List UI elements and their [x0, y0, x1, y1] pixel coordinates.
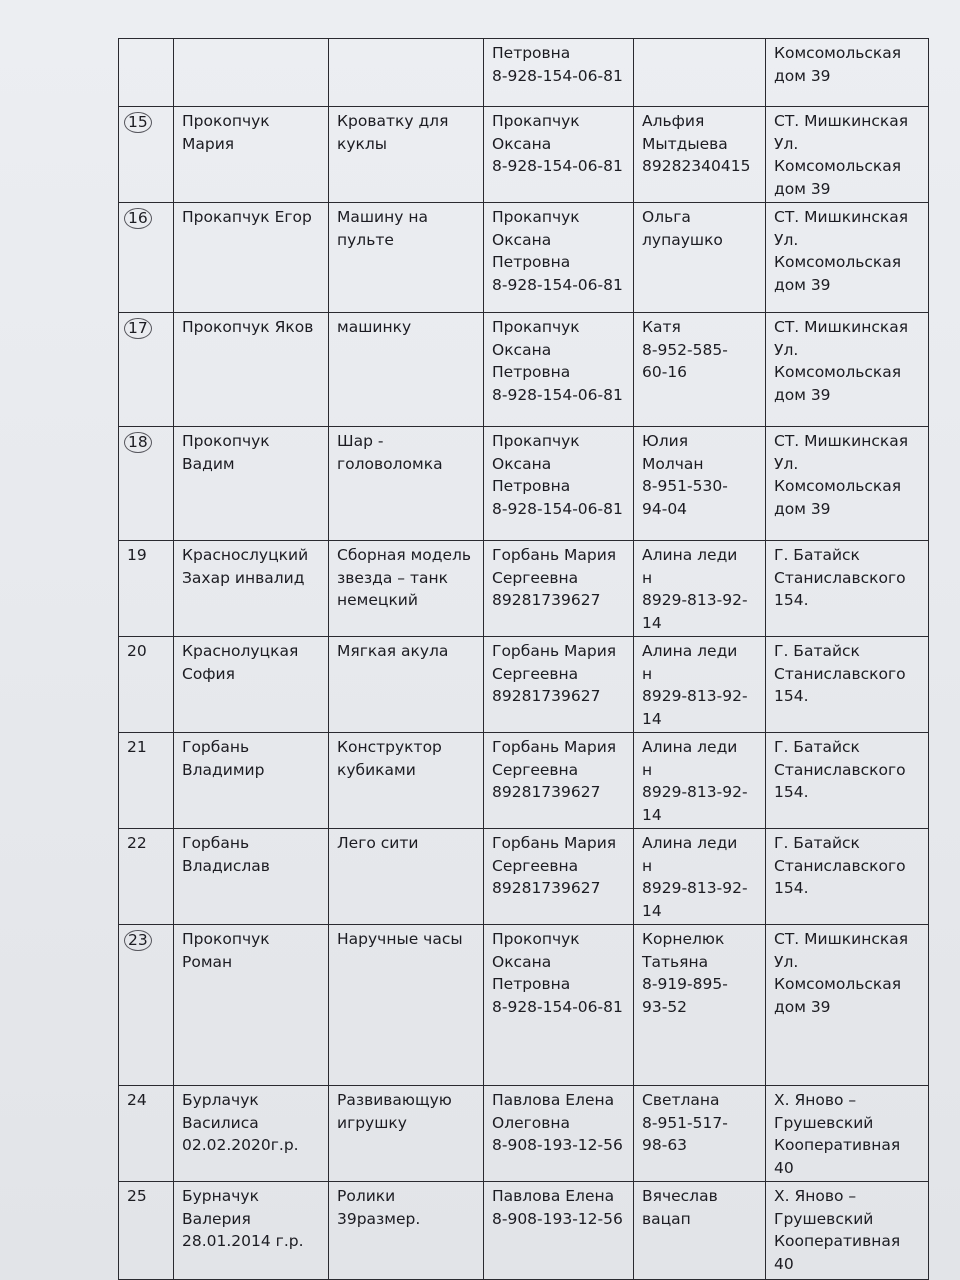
address-cell: Г. Батайск Станиславского 154.: [766, 829, 929, 925]
child-name-cell: Краснолуцкая София: [174, 637, 329, 733]
address-cell: Х. Яново – Грушевский Кооперативная 40: [766, 1182, 929, 1280]
table-row: [119, 733, 929, 829]
circled-number: 15: [124, 112, 152, 133]
address-cell: Х. Яново – Грушевский Кооперативная 40: [766, 1086, 929, 1182]
parent-contact-cell: Прокопчук Оксана Петровна 8-928-154-06-81: [484, 925, 634, 1086]
circled-number: 18: [124, 432, 152, 453]
child-name-cell: Прокапчук Егор: [174, 203, 329, 313]
gift-cell: Наручные часы: [329, 925, 484, 1086]
table-row: [119, 203, 929, 313]
parent-contact-cell: Горбань Мария Сергеевна 89281739627: [484, 541, 634, 637]
giver-cell: Алина леди н 8929-813-92- 14: [634, 829, 766, 925]
child-name-cell: Прокопчук Мария: [174, 107, 329, 203]
table-row: [119, 107, 929, 203]
parent-contact-cell: Прокапчук Оксана Петровна 8-928-154-06-81: [484, 313, 634, 427]
row-number: [119, 313, 174, 427]
address-cell: СТ. Мишкинская Ул. Комсомольская дом 39: [766, 925, 929, 1086]
giver-cell: Альфия Мытдыева 89282340415: [634, 107, 766, 203]
row-number: 22: [119, 829, 174, 925]
gift-cell: Мягкая акула: [329, 637, 484, 733]
circled-number: 23: [124, 930, 152, 951]
address-cell: СТ. Мишкинская Ул. Комсомольская дом 39: [766, 203, 929, 313]
parent-contact-cell: Прокапчук Оксана Петровна 8-928-154-06-81: [484, 203, 634, 313]
table-row: [119, 1182, 929, 1280]
gift-cell: Развивающую игрушку: [329, 1086, 484, 1182]
giver-cell: Юлия Молчан 8-951-530- 94-04: [634, 427, 766, 541]
giver-cell: Светлана 8-951-517- 98-63: [634, 1086, 766, 1182]
table-row: [119, 829, 929, 925]
parent-contact-cell: Павлова Елена Олеговна 8-908-193-12-56: [484, 1086, 634, 1182]
address-cell: СТ. Мишкинская Ул. Комсомольская дом 39: [766, 107, 929, 203]
giver-cell: Катя 8-952-585- 60-16: [634, 313, 766, 427]
row-number: 25: [119, 1182, 174, 1280]
row-number: [119, 427, 174, 541]
giver-cell: Алина леди н 8929-813-92- 14: [634, 733, 766, 829]
gift-cell: Машину на пульте: [329, 203, 484, 313]
child-name-cell: Бурначук Валерия 28.01.2014 г.р.: [174, 1182, 329, 1280]
parent-contact-cell: Павлова Елена 8-908-193-12-56: [484, 1182, 634, 1280]
address-cell: СТ. Мишкинская Ул. Комсомольская дом 39: [766, 313, 929, 427]
giver-cell: Корнелюк Татьяна 8-919-895- 93-52: [634, 925, 766, 1086]
giver-cell: [634, 39, 766, 107]
giver-cell: Ольга лупаушко: [634, 203, 766, 313]
gift-list-table: [118, 38, 929, 1280]
gift-cell: Конструктор кубиками: [329, 733, 484, 829]
row-number: [119, 925, 174, 1086]
child-name-cell: [174, 39, 329, 107]
child-name-cell: Бурлачук Василиса 02.02.2020г.р.: [174, 1086, 329, 1182]
row-number: [119, 107, 174, 203]
address-cell: СТ. Мишкинская Ул. Комсомольская дом 39: [766, 427, 929, 541]
table-row: [119, 39, 929, 107]
gift-cell: Сборная модель звезда – танк немецкий: [329, 541, 484, 637]
row-number: 24: [119, 1086, 174, 1182]
row-number: 20: [119, 637, 174, 733]
address-cell: Комсомольская дом 39: [766, 39, 929, 107]
table-row: [119, 313, 929, 427]
parent-contact-cell: Горбань Мария Сергеевна 89281739627: [484, 733, 634, 829]
table-row: [119, 427, 929, 541]
gift-cell: Ролики 39размер.: [329, 1182, 484, 1280]
parent-contact-cell: Прокапчук Оксана Петровна 8-928-154-06-81: [484, 427, 634, 541]
circled-number: 16: [124, 208, 152, 229]
address-cell: Г. Батайск Станиславского 154.: [766, 733, 929, 829]
child-name-cell: Прокопчук Вадим: [174, 427, 329, 541]
giver-cell: Алина леди н 8929-813-92- 14: [634, 541, 766, 637]
gift-cell: Шар - головоломка: [329, 427, 484, 541]
child-name-cell: Краснослуцкий Захар инвалид: [174, 541, 329, 637]
child-name-cell: Горбань Владислав: [174, 829, 329, 925]
parent-contact-cell: Горбань Мария Сергеевна 89281739627: [484, 637, 634, 733]
table-row: [119, 541, 929, 637]
child-name-cell: Прокопчук Яков: [174, 313, 329, 427]
table-row: [119, 637, 929, 733]
giver-cell: Алина леди н 8929-813-92- 14: [634, 637, 766, 733]
row-number: 19: [119, 541, 174, 637]
circled-number: 17: [124, 318, 152, 339]
gift-cell: Кроватку для куклы: [329, 107, 484, 203]
address-cell: Г. Батайск Станиславского 154.: [766, 541, 929, 637]
table-row: [119, 1086, 929, 1182]
table-row: [119, 925, 929, 1086]
parent-contact-cell: Прокапчук Оксана 8-928-154-06-81: [484, 107, 634, 203]
row-number: [119, 39, 174, 107]
gift-cell: Лего сити: [329, 829, 484, 925]
child-name-cell: Прокопчук Роман: [174, 925, 329, 1086]
giver-cell: Вячеслав вацап: [634, 1182, 766, 1280]
gift-cell: машинку: [329, 313, 484, 427]
row-number: 21: [119, 733, 174, 829]
child-name-cell: Горбань Владимир: [174, 733, 329, 829]
address-cell: Г. Батайск Станиславского 154.: [766, 637, 929, 733]
parent-contact-cell: Петровна 8-928-154-06-81: [484, 39, 634, 107]
gift-cell: [329, 39, 484, 107]
parent-contact-cell: Горбань Мария Сергеевна 89281739627: [484, 829, 634, 925]
row-number: [119, 203, 174, 313]
